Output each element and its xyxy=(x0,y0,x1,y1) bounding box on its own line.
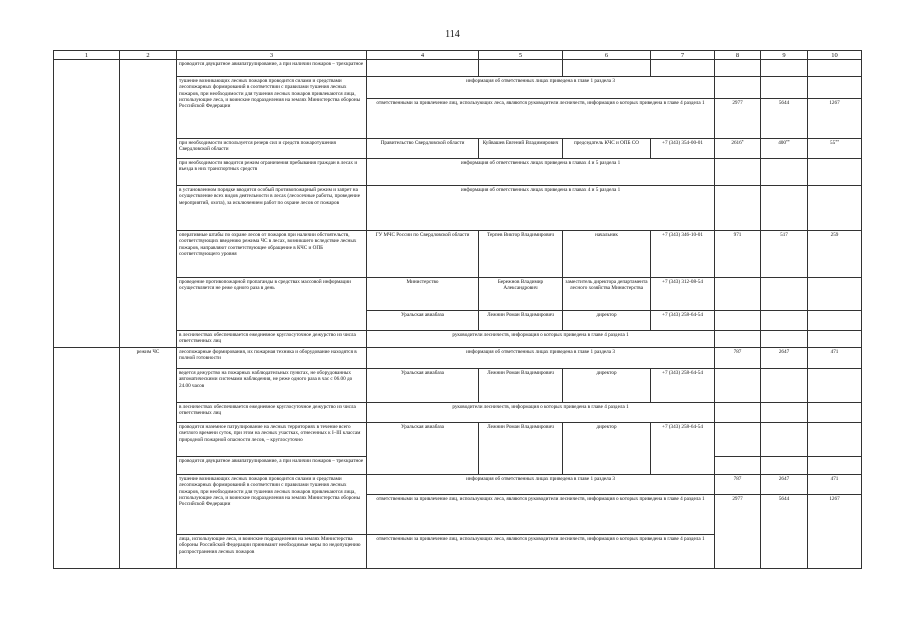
count-cell: 471 xyxy=(808,348,862,369)
level-cell xyxy=(54,348,120,569)
header-cell: 4 xyxy=(367,51,479,60)
count-cell: 5644 xyxy=(761,99,808,139)
phone-cell: +7 (343) 258-64-54 xyxy=(651,311,715,331)
phone-cell: +7 (343) 346-10-01 xyxy=(651,231,715,278)
position-cell: заместитель директора департамента лесного хозяйства Министерства xyxy=(563,278,651,311)
count-cell: 2977 xyxy=(715,99,761,139)
count-cell xyxy=(808,403,862,423)
count-cell xyxy=(715,457,761,475)
count-cell xyxy=(761,159,808,186)
count-cell xyxy=(761,423,808,457)
count-cell xyxy=(761,60,808,77)
footnote-mark: * xyxy=(741,140,744,144)
responsible-info-cell: ответственными за привлечение лиц, использующих леса, являются руководители лесничеств, информация о которых приведена в главе 4 раздела 1 xyxy=(367,535,715,569)
header-cell: 6 xyxy=(563,51,651,60)
org-cell: Министерство xyxy=(367,278,479,311)
measure-cell: ведется дежурство на пожарных наблюдательных пунктах, не оборудованных автоматическими системами наблюдения, не реже одного раза в час с 06.00 до 24.00 часов xyxy=(177,369,367,403)
measure-cell: при необходимости используется резерв сил и средств пожаротушения Свердловской области xyxy=(177,139,367,159)
person-cell: Лежнин Роман Владимирович xyxy=(479,311,563,331)
measure-cell: лесопожарные формирования, их пожарная техника и оборудование находятся в полной готовности xyxy=(177,348,367,369)
count-cell: 2647 xyxy=(761,475,808,495)
responsible-info-cell: информация об ответственных лицах приведена в главе 1 раздела 3 xyxy=(367,348,715,369)
header-cell: 2 xyxy=(120,51,177,60)
page-number: 114 xyxy=(445,29,460,40)
count-cell xyxy=(761,139,808,159)
count-cell xyxy=(715,186,761,231)
position-cell: председатель КЧС и ОПБ СО xyxy=(563,139,651,159)
position-cell xyxy=(563,60,651,77)
count-cell xyxy=(715,139,761,159)
count-cell: 2647 xyxy=(761,348,808,369)
count-cell xyxy=(715,369,761,403)
fire-response-table xyxy=(53,50,862,569)
phone-cell: +7 (343) 312-08-54 xyxy=(651,278,715,311)
org-cell: Уральская авиабаза xyxy=(367,369,479,403)
count-cell: 2977 xyxy=(715,495,761,569)
count-cell xyxy=(761,457,808,475)
count-cell: 259 xyxy=(808,231,862,278)
phone-cell xyxy=(651,60,715,77)
measure-cell: проведение противопожарной пропаганды в средствах массовой информации осуществляется не реже одного раза в день xyxy=(177,278,367,331)
header-cell: 8 xyxy=(715,51,761,60)
count-cell xyxy=(715,331,761,348)
measure-cell: оперативные штабы по охране лесов от пожаров при наличии обстоятельств, соответствующих введению режима ЧС в лесах, возникшего вследствие лесных пожаров, направляют соответствующее обращение в КЧС и ОПБ соответствующего уровня xyxy=(177,231,367,278)
responsible-info-cell: информация об ответственных лицах приведена в главах 4 и 5 раздела 1 xyxy=(367,159,715,186)
count-cell xyxy=(761,331,808,348)
table-row xyxy=(54,60,862,77)
position-cell: начальник xyxy=(563,231,651,278)
count-cell xyxy=(808,278,862,311)
count-cell xyxy=(761,311,808,331)
responsible-info-cell: информация об ответственных лицах приведена в главе 1 раздела 3 xyxy=(367,77,715,99)
header-cell: 10 xyxy=(808,51,862,60)
count-cell xyxy=(808,159,862,186)
measure-cell: лица, использующие леса, и воинские подразделения на землях Министерства обороны Российской Федерации принимают необходимые меры по недопущению распространения лесных пожаров xyxy=(177,535,367,569)
responsible-info-cell: информация об ответственных лицах приведена в главе 1 раздела 3 xyxy=(367,475,715,495)
count-cell xyxy=(715,423,761,457)
header-cell: 3 xyxy=(177,51,367,60)
count-value: 55 xyxy=(830,140,836,146)
person-cell: Терпев Виктор Владимирович xyxy=(479,231,563,278)
person-cell: Лежнин Роман Владимирович xyxy=(479,423,563,475)
count-cell xyxy=(808,60,862,77)
position-cell: директор xyxy=(563,369,651,403)
regime-cell: режим ЧС xyxy=(120,348,177,569)
level-cell xyxy=(54,60,120,348)
measure-cell: в лесничествах обеспечивается ежедневное круглосуточное дежурство из числа ответственных лиц xyxy=(177,403,367,423)
header-cell: 1 xyxy=(54,51,120,60)
table-row xyxy=(54,348,862,369)
header-cell: 9 xyxy=(761,51,808,60)
measure-cell: в лесничествах обеспечивается ежедневное круглосуточное дежурство из числа ответственных лиц xyxy=(177,331,367,348)
count-cell xyxy=(715,60,761,77)
position-cell: директор xyxy=(563,423,651,475)
count-cell: 1267 xyxy=(808,99,862,139)
header-row xyxy=(54,51,862,60)
count-cell: 787 xyxy=(715,475,761,495)
count-cell xyxy=(808,186,862,231)
count-cell xyxy=(808,311,862,331)
footnote-mark: ** xyxy=(785,140,790,144)
responsible-info-cell: ответственными за привлечение лиц, использующих леса, являются руководители лесничеств, информация о которых приведена в главе 4 раздела 1 xyxy=(367,495,715,535)
phone-cell: +7 (343) 258-64-54 xyxy=(651,369,715,403)
count-cell xyxy=(715,403,761,423)
measure-cell: тушение возникающих лесных пожаров проводится силами и средствами лесопожарных формирований в соответствии с правилами тушения лесных пожаров, при необходимости для тушения лесных пожаров привлекаются лица, использующие леса, и воинские подразделения на землях Министерства обороны Российской Федерации xyxy=(177,475,367,535)
count-cell xyxy=(761,186,808,231)
org-cell: Правительство Свердловской области xyxy=(367,139,479,159)
count-cell xyxy=(808,139,862,159)
count-cell xyxy=(715,278,761,311)
count-cell: 971 xyxy=(715,231,761,278)
header-cell: 5 xyxy=(479,51,563,60)
org-cell: ГУ МЧС России по Свердловской области xyxy=(367,231,479,278)
count-value: 2616 xyxy=(731,140,742,146)
count-cell: 787 xyxy=(715,348,761,369)
count-cell xyxy=(715,159,761,186)
measure-cell: проводится наземное патрулирование на лесных территориях в течение всего светлого времени суток, при этом на лесных участках, отнесенных к I–III классам природной пожарной опасности лесов, – круглосуточно xyxy=(177,423,367,457)
count-cell xyxy=(761,278,808,311)
footnote-mark: ** xyxy=(835,140,839,144)
measure-cell: тушение возникающих лесных пожаров проводится силами и средствами лесопожарных формирований в соответствии с правилами тушения лесных пожаров, при необходимости для тушения лесных пожаров привлекаются лица, использующие леса, и воинские подразделения на землях Министерства обороны Российской Федерации xyxy=(177,77,367,139)
responsible-info-cell: руководители лесничеств, информация о которых приведена в главе 4 раздела 1 xyxy=(367,331,715,348)
count-cell xyxy=(808,457,862,475)
org-cell: Уральская авиабаза xyxy=(367,423,479,475)
count-cell xyxy=(715,77,761,99)
measure-cell: проводится двукратное авиапатрулирование, а при наличии пожаров – трехкратное xyxy=(177,60,367,77)
person-cell: Куйвашев Евгений Владимирович xyxy=(479,139,563,159)
person-cell xyxy=(479,60,563,77)
measure-cell: в установленном порядке вводится особый противопожарный режим и запрет на осуществление всех видов деятельности в лесах (лесосечные работы, проведение мероприятий, охота), за исключением работ по охране лесов от пожаров xyxy=(177,186,367,231)
org-cell: Уральская авиабаза xyxy=(367,311,479,331)
person-cell: Бережнов Владимир Александрович xyxy=(479,278,563,311)
phone-cell: +7 (343) 354-00-01 xyxy=(651,139,715,159)
count-cell: 1267 xyxy=(808,495,862,569)
regime-cell xyxy=(120,60,177,348)
phone-cell: +7 (343) 258-64-54 xyxy=(651,423,715,475)
responsible-info-cell: информация об ответственных лицах приведена в главах 4 и 5 раздела 1 xyxy=(367,186,715,231)
person-cell: Лежнин Роман Владимирович xyxy=(479,369,563,403)
position-cell: директор xyxy=(563,311,651,331)
count-cell xyxy=(808,423,862,457)
count-value: 400 xyxy=(778,140,786,146)
count-cell xyxy=(761,369,808,403)
count-cell xyxy=(761,403,808,423)
measure-cell: при необходимости вводится режим ограничения пребывания граждан в лесах и въезда в них транспортных средств xyxy=(177,159,367,186)
header-cell: 7 xyxy=(651,51,715,60)
count-cell: 5644 xyxy=(761,495,808,569)
count-cell xyxy=(761,77,808,99)
count-cell xyxy=(715,311,761,331)
count-cell: 517 xyxy=(761,231,808,278)
count-cell: 471 xyxy=(808,475,862,495)
measure-cell: проводится двукратное авиапатрулирование, а при наличии пожаров – трехкратное xyxy=(177,457,367,475)
count-cell xyxy=(808,331,862,348)
count-cell xyxy=(808,77,862,99)
responsible-info-cell: ответственными за привлечение лиц, использующих леса, являются руководители лесничеств, информация о которых приведена в главе 4 раздела 1 xyxy=(367,99,715,139)
org-cell xyxy=(367,60,479,77)
responsible-info-cell: руководители лесничеств, информация о которых приведена в главе 4 раздела 1 xyxy=(367,403,715,423)
count-cell xyxy=(808,369,862,403)
